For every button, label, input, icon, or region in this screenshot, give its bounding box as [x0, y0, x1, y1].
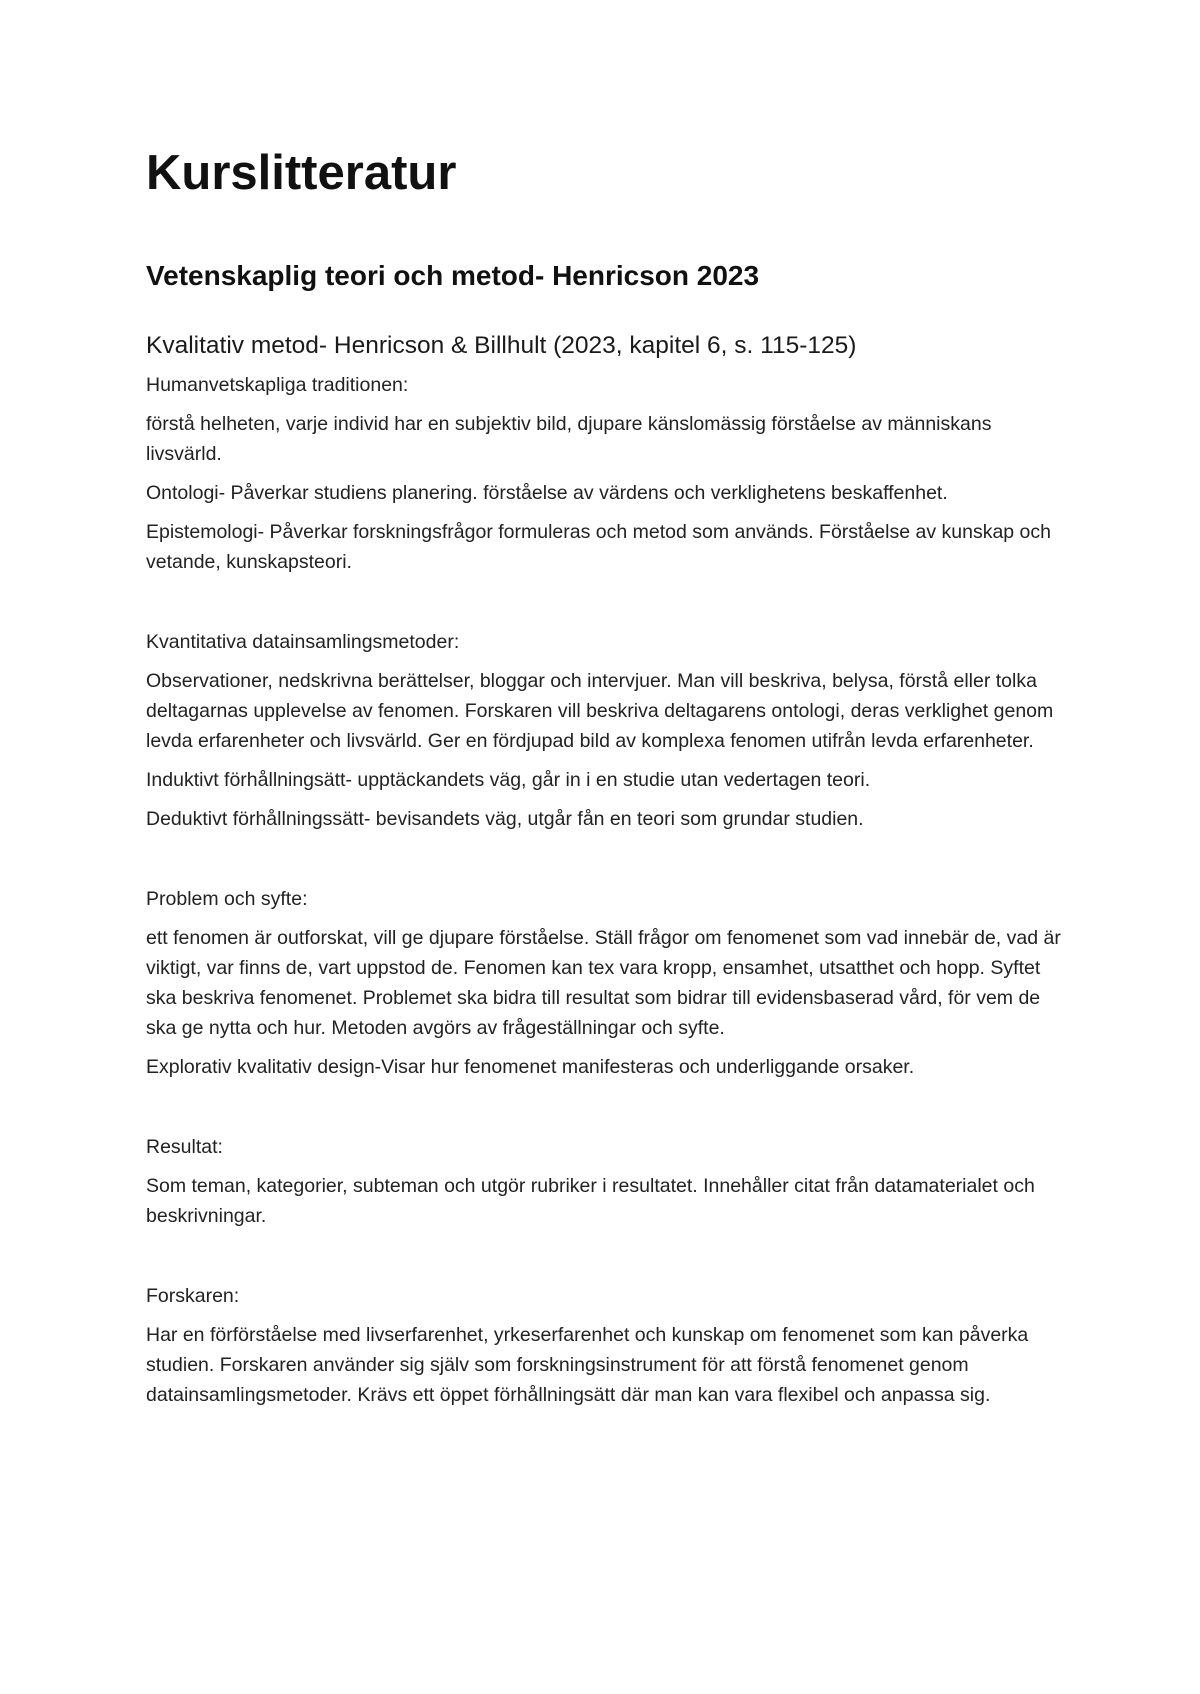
paragraph: Explorativ kvalitativ design-Visar hur fenomenet manifesteras och underliggande orsaker.	[146, 1056, 915, 1078]
book-heading: Vetenskaplig teori och metod- Henricson 2023	[146, 260, 760, 291]
section-humanvetskapliga	[146, 370, 1070, 577]
section-forskaren	[146, 1281, 1070, 1410]
paragraph: Som teman, kategorier, subteman och utgör rubriker i resultatet. Innehåller citat från datamaterialet och beskrivningar.	[146, 1175, 1035, 1227]
paragraph: Epistemologi- Påverkar forskningsfrågor formuleras och metod som används. Förståelse av kunskap och vetande, kunskapsteori.	[146, 521, 1051, 573]
paragraph: Deduktivt förhållningssätt- bevisandets väg, utgår fån en teori som grundar studien.	[146, 808, 864, 830]
section-resultat	[146, 1132, 1070, 1231]
section-datainsamlingsmetoder	[146, 627, 1070, 834]
paragraph: Induktivt förhållningsätt- upptäckandets väg, går in i en studie utan vedertagen teori.	[146, 769, 871, 791]
paragraph: Ontologi- Påverkar studiens planering. förståelse av värdens och verklighetens beskaffenhet.	[146, 482, 948, 504]
chapter-heading: Kvalitativ metod- Henricson & Billhult (2023, kapitel 6, s. 115-125)	[146, 332, 857, 359]
section-label: Problem och syfte:	[146, 888, 308, 910]
paragraph: Har en förförståelse med livserfarenhet, yrkeserfarenhet och kunskap om fenomenet som kan påverka studien. Forskaren använder sig själv som forskningsinstrument för att förstå fenomenet genom datainsamlingsmetoder. Krävs ett öppet förhållningsätt där man kan vara flexibel och anpassa sig.	[146, 1324, 1029, 1406]
section-label: Humanvetskapliga traditionen:	[146, 374, 409, 396]
section-label: Resultat:	[146, 1136, 223, 1158]
page-title: Kurslitteratur	[146, 146, 457, 200]
section-label: Forskaren:	[146, 1285, 240, 1307]
section-label: Kvantitativa datainsamlingsmetoder:	[146, 631, 460, 653]
paragraph: förstå helheten, varje individ har en subjektiv bild, djupare känslomässig förståelse av människans livsvärld.	[146, 413, 992, 465]
section-problem-och-syfte	[146, 884, 1070, 1082]
paragraph: Observationer, nedskrivna berättelser, bloggar och intervjuer. Man vill beskriva, belysa, förstå eller tolka deltagarnas upplevelse av fenomen. Forskaren vill beskriva deltagarens ontologi, deras verklighet genom levda erfarenheter och livsvärld. Ger en fördjupad bild av komplexa fenomen utifrån levda erfarenheter.	[146, 670, 1054, 752]
paragraph: ett fenomen är outforskat, vill ge djupare förståelse. Ställ frågor om fenomenet som vad innebär de, vad är viktigt, var finns de, vart uppstod de. Fenomen kan tex vara kropp, ensamhet, utsatthet och hopp. Syftet ska beskriva fenomenet. Problemet ska bidra till resultat som bidrar till evidensbaserad vård, för vem de ska ge nytta och hur. Metoden avgörs av frågeställningar och syfte.	[146, 927, 1061, 1039]
